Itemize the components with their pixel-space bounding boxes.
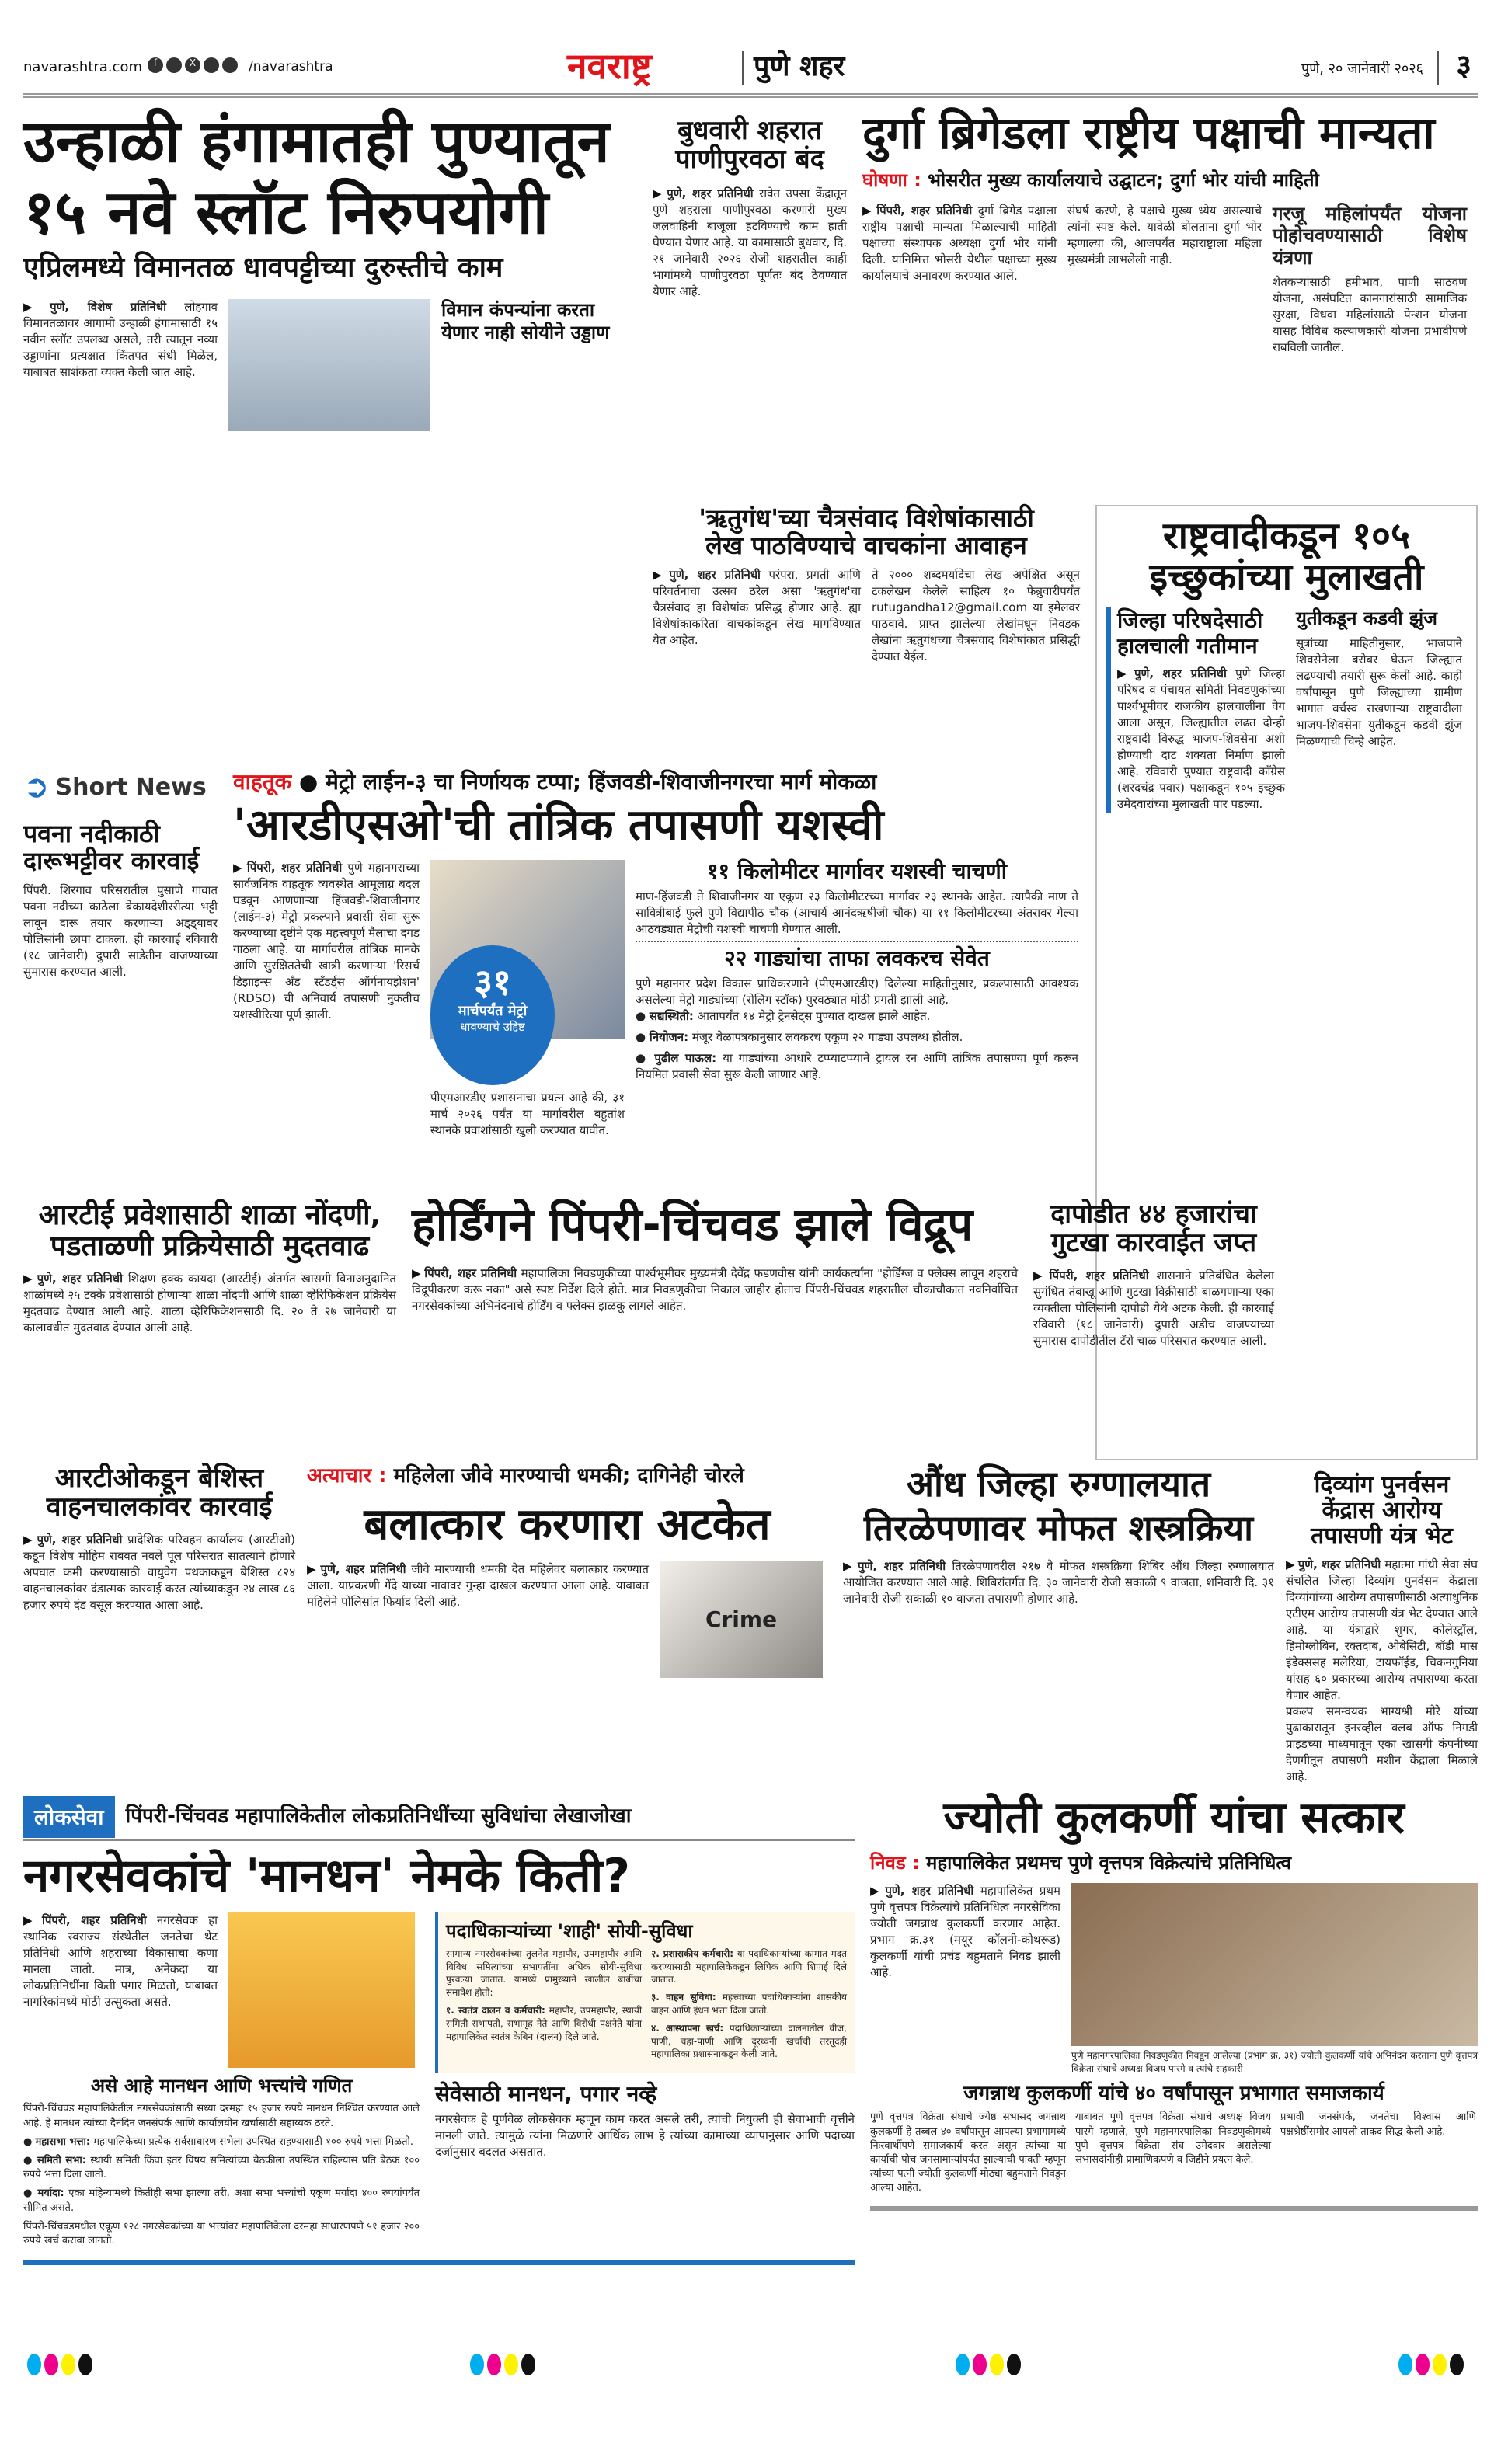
loksewa-total-note: पिंपरी-चिंचवडमधील एकूण १२८ नगरसेवकांच्या या भत्त्यांवर महापालिकेला दरमहा साधारणपणे ५१ हजार २०० रुपये खर्च करावा लागतो. (23, 2220, 420, 2246)
loksewa-headline: नगरसेवकांचे 'मानधन' नेमके किती? (23, 1849, 631, 1903)
loksewa-sub-2: सेवेसाठी मानधन, पगार नव्हे (435, 2081, 657, 2107)
rutugandh-headline-1: 'ऋतुगंध'च्या चैत्रसंवाद विशेषांकासाठी (698, 503, 1034, 533)
perks-box-head: पदाधिकाऱ्यांच्या 'शाही' सोयी-सुविधा (446, 1920, 693, 1942)
jyoti-subhead: महापालिकेत प्रथमच पुणे वृत्तपत्र विक्रेत्यांचे प्रतिनिधित्व (926, 1851, 1292, 1874)
perk-item: १. स्वतंत्र दालन व कर्मचारी: महापौर, उपमहापौर, स्थायी समिती सभापती, सभागृह नेते आणि विरोधी पक्षनेते यांना महापालिकेत स्वतंत्र केबिन (दालन) दिले जाते. (446, 2004, 642, 2042)
perks-box (435, 1912, 855, 2073)
ncp-sub-right: युतीकडून कडवी झुंज (1296, 607, 1437, 629)
durga-body-2: संघर्ष करणे, हे पक्षाचे मुख्य ध्येय असल्याचे त्यांनी स्पष्ट केले. यावेळी बोलताना दुर्गा भोर म्हणाल्या की, आजपर्यंत महाराष्ट्राला महिला मुख्यमंत्री लाभलेली नाही. (1067, 203, 1262, 266)
header-rule (23, 93, 1478, 98)
short-news-label: Short News (55, 773, 207, 801)
youtube-icon[interactable] (204, 57, 219, 73)
divyang-body: महात्मा गांधी सेवा संघ संचलित जिल्हा दिव्यांग पुनर्वसन केंद्राला दिव्यांगांच्या आरोग्य तपासणीसाठी अत्याधुनिक एटीएम आरोग्य तपासणी यंत्र भेट देण्यात आले आहे. या यंत्राद्वारे शुगर, कोलेस्ट्रॉल, हिमोग्लोबिन, रक्तदाब, ओबेसिटी, बॉडी मास इंडेक्ससह मलेरिया, टायफॉईड, चिकनगुनिया यांसह ६० प्रकारच्या आरोग्य तपासण्या करता येणार आहेत. (1286, 1557, 1478, 1702)
badge-text-1: मार्चपर्यंत मेट्रो (458, 1002, 528, 1019)
badge-text-2: धावण्याचे उद्दिष्ट (460, 1020, 525, 1035)
metro-headline: 'आरडीएसओ'ची तांत्रिक तपासणी यशस्वी (233, 799, 884, 851)
durga-story: दुर्गा ब्रिगेडला राष्ट्रीय पक्षाची मान्यता घोषणा : भोसरीत मुख्य कार्यालयाचे उद्घाटन; दुर्गा भोर यांची माहिती ▶ पिंपरी, शहर प्रतिनिधी दुर्गा ब्रिगेड पक्षाला राष्ट्रीय पक्षाची मान्यता मिळाल्याची माहिती पक्षाच्या संस्थापक अध्यक्षा दुर्गा भोर यांनी दिली. यानिमित्त भोसरी येथील पक्षाच्या मुख्य कार्यालयाचे अनावरण करण्यात आले. संघर्ष करणे, हे पक्षाचे मुख्य ध्येय असल्याचे त्यांनी स्पष्ट केले. यावेळी बोलताना दुर्गा भोर म्हणाल्या की, आजपर्यंत महाराष्ट्राला महिला मुख्यमंत्री लाभलेली नाही. गरजू महिलांपर्यंत योजना पोहोचवण्यासाठी विशेष यंत्रणा शेतकऱ्यांसाठी हमीभाव, पाणी साठवण योजना, असंघटित कामगारांसाठी सामाजिक सुरक्षा, विधवा महिलांसाठी पेन्शन योजना यासह विविध कल्याणकारी योजना प्रभावीपणे राबविली जातील. (862, 109, 1478, 360)
gutkha-story: दापोडीत ४४ हजारांचा गुटखा कारवाईत जप्त ▶ पिंपरी, शहर प्रतिनिधी शासनाने प्रतिबंधित केलेला सुगंधित तंबाखू आणि गुटखा विक्रीसाठी बाळगणाऱ्या एका व्यक्तीला पोलिसांनी दापोडी येथे अटक केली. ही कारवाई रविवारी (१८ जानेवारी) दुपारी अडीच वाजण्याच्या सुमारास दापोडीतील टॅरो चाळ परिसरात करण्यात आली. (1033, 1199, 1274, 1348)
arrow-icon: ➲ (23, 769, 50, 805)
loksewa-topline: पिंपरी-चिंचवड महापालिकेतील लोकप्रतिनिधींच्या सुविधांचा लेखाजोखा (125, 1804, 632, 1828)
gutkha-headline: दापोडीत ४४ हजारांचा गुटखा कारवाईत जप्त (1050, 1199, 1257, 1259)
cmyk-registration-mark (1398, 2354, 1464, 2375)
badge-number: ३१ (474, 961, 511, 1004)
jyoti-sub-body-3: प्रभावी जनसंपर्क, जनतेचा विश्वास आणि पक्षश्रेष्ठींसमोर आपली ताकद सिद्ध केली आहे. (1280, 2111, 1476, 2138)
assault-kicker: अत्याचार : (307, 1464, 387, 1488)
ncp-sub-left: जिल्हा परिषदेसाठी हालचाली गतीमान (1117, 607, 1263, 660)
rte-story: आरटीई प्रवेशासाठी शाळा नोंदणी, पडताळणी प्रक्रियेसाठी मुदतवाढ ▶ पुणे, शहर प्रतिनिधी शिक्षण हक्क कायदा (आरटीई) अंतर्गत खासगी विनाअनुदानित शाळांमध्ये २५ टक्के प्रवेशासाठी होणाऱ्या शाळा नोंदणी आणि शाळा व्हेरिफिकेशन प्रक्रियेस मुदतवाढ देण्यात आली आहे. शाळा व्हेरिफिकेशनसाठी दि. २० ते २७ जानेवारी या कालावधीत मुदतवाढ देण्यात आली आहे. (23, 1199, 396, 1335)
metro-kicker: वाहतूक (233, 769, 292, 795)
rte-headline: आरटीई प्रवेशासाठी शाळा नोंदणी, पडताळणी प्रक्रियेसाठी मुदतवाढ (38, 1199, 381, 1262)
aundh-body: तिरळेपणावरील २१७ वे मोफत शस्त्रक्रिया शिबिर औंध जिल्हा रुग्णालयात आयोजित करण्यात आले आहे. शिबिरांतर्गत दि. ३० जानेवारी रोजी सकाळी ९ वाजता, शनिवारी दि. ३१ जानेवारी रोजी सकाळी १० वाजता तपासणी होणार आहे. (843, 1559, 1274, 1606)
lead-headline-2: १५ नवे स्लॉट निरुपयोगी (23, 177, 549, 248)
gutkha-body: शासनाने प्रतिबंधित केलेला सुगंधित तंबाखू आणि गुटखा विक्रीसाठी बाळगणाऱ्या एका व्यक्तीला पोलिसांनी दापोडी येथे अटक केली. ही कारवाई रविवारी (१८ जानेवारी) दुपारी अडीच वाजण्याच्या सुमारास दापोडीतील टॅरो चाळ परिसरात करण्यात आली. (1033, 1268, 1274, 1348)
airplane-photo (228, 299, 430, 431)
loksewa-body: नगरसेवक हा स्थानिक स्वराज्य संस्थेतील जनतेचा थेट प्रतिनिधी आणि शहराच्या विकासाचा कणा मानला जातो. मात्र, अनेकदा या लोकप्रतिनिधींना किती पगार मिळतो, याबाबत नागरिकांमध्ये मोठी उत्सुकता असते. (23, 1913, 218, 2009)
aundh-headline-1: औंध जिल्हा रुग्णालयात (906, 1463, 1211, 1505)
ncp-dateline: पुणे, शहर प्रतिनिधी (1134, 666, 1227, 680)
hoarding-headline: होर्डिंगने पिंपरी-चिंचवड झाले विद्रूप (412, 1198, 973, 1251)
perk-item: ३. वाहन सुविधा: महत्त्वाच्या पदाधिकाऱ्यांना शासकीय वाहन आणि इंधन भत्ता दिला जातो. (651, 1992, 847, 2016)
lead-subhead: एप्रिलमध्ये विमानतळ धावपट्टीच्या दुरुस्तीचे काम (23, 252, 503, 284)
divyang-story: दिव्यांग पुनर्वसन केंद्रास आरोग्य तपासणी यंत्र भेट ▶ पुणे, शहर प्रतिनिधी महात्मा गांधी सेवा संघ संचलित जिल्हा दिव्यांग पुनर्वसन केंद्राला दिव्यांगांच्या आरोग्य तपासणीसाठी अत्याधुनिक एटीएम आरोग्य तपासणी यंत्र भेट देण्यात आले आहे. या यंत्राद्वारे शुगर, कोलेस्ट्रॉल, हिमोग्लोबिन, रक्तदाब, ओबेसिटी, बॉडी मास इंडेक्ससह मलेरिया, टायफॉईड, चिकनगुनिया यांसह ६० प्रकारच्या आरोग्य तपासण्या करता येणार आहेत. प्रकल्प समन्वयक भाग्यश्री मोरे यांच्या पुढाकारातून इनरव्हील क्लब ऑफ निगडी प्राइडच्या माध्यमातून एका खासगी कंपनीच्या देणगीतून तपासणी मशीन केंद्राला मिळाले आहे. (1286, 1471, 1478, 1784)
metro-topline: मेट्रो लाईन-३ चा निर्णायक टप्पा; हिंजवडी-शिवाजीनगरचा मार्ग मोकळा (326, 769, 877, 795)
durga-dateline: पिंपरी, शहर प्रतिनिधी (876, 203, 973, 218)
jyoti-kicker: निवड : (870, 1851, 920, 1874)
perk-item: २. प्रशासकीय कर्मचारी: या पदाधिकाऱ्यांच्या कामात मदत करण्यासाठी महापालिकेकडून लिपिक आणि शिपाई दिले जातात. (651, 1947, 847, 1985)
ncp-body-right: सूत्रांच्या माहितीनुसार, भाजपाने शिवसेनेला बरोबर घेऊन जिल्ह्यात लढण्याची तयारी सुरू केली आहे. काही वर्षांपासून पुणे जिल्ह्याच्या ग्रामीण भागात वर्चस्व राखणाऱ्या राष्ट्रवादीला भाजप-शिवसेना युतीकडून कडवी झुंज मिळण्याची चिन्हे आहेत. (1296, 636, 1462, 749)
short-news-body: पिंपरी. शिरगाव परिसरातील पुसाणे गावात पवना नदीच्या काठेला बेकायदेशीररीत्या भट्टी लावून दारू तयार करणाऱ्या अड्ड्यावर पोलिसांनी छापा टाकला. ही कारवाई रविवारी (१८ जानेवारी) दुपारी साडेतीन वाजण्याच्या सुमारास करण्यात आली. (23, 883, 218, 980)
metro-bullet: ● पुढील पाऊल: या गाड्यांच्या आधारे टप्प्याटप्प्याने ट्रायल रन आणि तांत्रिक तपासण्या पूर्ण करून नियमित प्रवासी सेवा सुरू केली जाणार आहे. (636, 1050, 1079, 1081)
durga-subhead: भोसरीत मुख्य कार्यालयाचे उद्घाटन; दुर्गा भोर यांची माहिती (928, 169, 1319, 191)
instagram-icon[interactable] (166, 57, 182, 73)
social-icons (148, 57, 238, 73)
water-body: रावेत उपसा केंद्रातून पुणे शहराला पाणीपुरवठा करणारी मुख्य जलवाहिनी बाजूला हटविण्याचे काम हाती घेण्यात येणार आहे. या कामासाठी बुधवार, दि. २१ जानेवारी २०२६ रोजी शहरातील काही भागांमध्ये पाणीपुरवठा पूर्णतः बंद ठेवण्यात येणार आहे. (653, 186, 847, 298)
masthead (23, 47, 1478, 93)
cmyk-registration-mark (27, 2354, 92, 2375)
page-divider (1437, 51, 1439, 85)
metro-sub-2-body: पुणे महानगर प्रदेश विकास प्राधिकरणाने (पीएमआरडीए) दिलेल्या माहितीनुसार, प्रकल्पासाठी आवश्यक असलेल्या मेट्रो गाड्यांच्या (रोलिंग स्टॉक) पुरवठ्यात मोठी प्रगती झाली आहे. (636, 976, 1078, 1007)
loksewa-dateline: पिंपरी, शहर प्रतिनिधी (42, 1913, 147, 1927)
jyoti-headline: ज्योती कुलकर्णी यांचा सत्कार (943, 1793, 1405, 1843)
allowance-item: ● मर्यादा: एका महिन्यामध्ये कितीही सभा झाल्या तरी, अशा सभा भत्त्यांची एकूण मर्यादा ४०० रुपयांपर्यंत सीमित असते. (23, 2187, 420, 2214)
water-story: बुधवारी शहरात पाणीपुरवठा बंद ▶ पुणे, शहर प्रतिनिधी रावेत उपसा केंद्रातून पुणे शहराला पाणीपुरवठा करणारी मुख्य जलवाहिनी बाजूला हटविण्याचे काम हाती घेण्यात येणार आहे. या कामासाठी बुधवार, दि. २१ जानेवारी २०२६ रोजी शहरातील काही भागांमध्ये पाणीपुरवठा पूर्णतः बंद ठेवण्यात येणार आहे. (653, 115, 847, 298)
rto-headline: आरटीओकडून बेशिस्त वाहनचालकांवर कारवाई (46, 1463, 273, 1523)
site-url[interactable]: navarashtra.com (23, 59, 142, 75)
facebook-icon[interactable]: f (148, 57, 163, 73)
durga-headline: दुर्गा ब्रिगेडला राष्ट्रीय पक्षाची मान्यता (862, 106, 1435, 159)
assault-headline: बलात्कार करणारा अटकेत (364, 1499, 771, 1550)
rto-dateline: पुणे, शहर प्रतिनिधी (37, 1532, 123, 1547)
water-dateline: पुणे, शहर प्रतिनिधी (667, 186, 754, 200)
short-news (23, 769, 218, 980)
jyoti-dateline: पुणे, शहर प्रतिनिधी (885, 1884, 974, 1898)
water-headline: बुधवारी शहरात पाणीपुरवठा बंद (675, 115, 824, 176)
allowance-item: ● महासभा भत्ता: महापालिकेच्या प्रत्येक सर्वसाधारण सभेला उपस्थित राहण्यासाठी १०० रुपये भत्ता मिळतो. (23, 2135, 413, 2148)
rutugandh-dateline: पुणे, शहर प्रतिनिधी (669, 568, 761, 583)
aundh-dateline: पुणे, शहर प्रतिनिधी (858, 1559, 946, 1574)
loksewa-sub: असे आहे मानधन आणि भत्त्यांचे गणित (90, 2075, 353, 2097)
rto-body: प्रादेशिक परिवहन कार्यालय (आरटीओ) कडून विशेष मोहिम राबवत नवले पूल परिसरात सातत्याने होणारे अपघात कमी करण्यासाठी वायुवेग पथकाकडून बेशिस्त ८२४ वाहनचालकांवर दंडात्मक कारवाई करत त्यांच्याकडून २४ लाख ८६ हजार रुपये दंड वसूल करण्यात आला आहे. (23, 1532, 295, 1612)
hoarding-dateline: पिंपरी, शहर प्रतिनिधी (424, 1265, 517, 1280)
lead-story: उन्हाळी हंगामातही पुण्यातून १५ नवे स्लॉट निरुपयोगी एप्रिलमध्ये विमानतळ धावपट्टीच्या दुरुस्तीचे काम ▶ पुणे, विशेष प्रतिनिधी लोहगाव विमानतळावर आगामी उन्हाळी हंगामासाठी १५ नवीन स्लॉट उपलब्ध असले, तरी त्यातून नव्या उड्डाणांना प्रत्यक्षात किंतपत संधी मिळेल, याबाबत साशंकता व्यक्त केली जात आहे. विमान कंपन्यांना करता येणार नाही सोयीने उड्डाण (23, 109, 637, 431)
page-number: ३ (1456, 48, 1471, 82)
metro-deadline-badge (430, 945, 555, 1085)
social-handle: /navarashtra (249, 59, 333, 75)
short-news-headline: पवना नदीकाठी दारूभट्टीवर कारवाई (23, 819, 200, 876)
photo-caption: पुणे महानगरपालिका निवडणुकीत निवडून आलेल्या (प्रभाग क्र. ३१) ज्योती कुलकर्णी यांचे अभिनंदन करताना पुणे वृत्तपत्र विक्रेता संघाचे अध्यक्ष विजय पारगे व त्यांचे सहकारी (1071, 2050, 1478, 2074)
felicitation-photo (1071, 1883, 1478, 2046)
speaker-illustration (228, 1912, 415, 2068)
jyoti-story: ज्योती कुलकर्णी यांचा सत्कार निवड : महापालिकेत प्रथमच पुणे वृत्तपत्र विक्रेत्यांचे प्रतिनिधित्व ▶ पुणे, शहर प्रतिनिधी महापालिकेत प्रथम पुणे वृत्तपत्र विक्रेत्यांचे प्रतिनिधित्व नगरसेविका ज्योती जगन्नाथ कुलकर्णी करणार आहेत. प्रभाग क्र.३१ (मयूर कॉलनी-कोथरूड) कुलकर्णी यांची प्रचंड बहुमताने निवड झाली आहे. पुणे महानगरपालिका निवडणुकीत निवडून आलेल्या (प्रभाग क्र. ३१) ज्योती कुलकर्णी यांचे अभिनंदन करताना पुणे वृत्तपत्र विक्रेता संघाचे अध्यक्ष विजय पारगे व त्यांचे सहकारी जगन्नाथ कुलकर्णी यांचे ४० वर्षांपासून प्रभागात समाजकार्य पुणे वृत्तपत्र विक्रेता संघाचे ज्येष्ठ सभासद जगन्नाथ कुलकर्णी हे तब्बल ४० वर्षांपासून आपल्या प्रभागामध्ये निःस्वार्थीपणे समाजकार्य करत असून त्यांच्या या कार्याची पोच जनसामान्यांपर्यंत झाल्याची पावती म्हणून त्यांच्या पत्नी ज्योती कुलकर्णी मोठ्या बहुमताने निवडून आल्या आहेत. याबाबत पुणे वृत्तपत्र विक्रेता संघाचे अध्यक्ष विजय पारगे म्हणाले, पुणे महानगरपालिका निवडणुकीमध्ये पुणे वृत्तपत्र विक्रेता संघ उमेदवार असलेल्या सभासदांनीही प्रामाणिकपणे व जिद्दीने प्रयत्न केले. प्रभावी जनसंपर्क, जनतेचा विश्वास आणि पक्षश्रेष्ठींसमोर आपली ताकद सिद्ध केली आहे. (870, 1794, 1478, 2211)
dateline: पुणे, २० जानेवारी २०२६ (1301, 61, 1423, 77)
cmyk-registration-mark (956, 2354, 1021, 2375)
durga-kicker: घोषणा : (862, 169, 921, 191)
jyoti-body: महापालिकेत प्रथम पुणे वृत्तपत्र विक्रेत्यांचे प्रतिनिधित्व नगरसेविका ज्योती जगन्नाथ कुलकर्णी करणार आहेत. प्रभाग क्र.३१ (मयूर कॉलनी-कोथरूड) कुलकर्णी यांची प्रचंड बहुमताने निवड झाली आहे. (870, 1884, 1060, 1980)
durga-box-body: शेतकऱ्यांसाठी हमीभाव, पाणी साठवण योजना, असंघटित कामगारांसाठी सामाजिक सुरक्षा, विधवा महिलांसाठी पेन्शन योजना यासह विविध कल्याणकारी योजना प्रभावीपणे राबविली जातील. (1273, 274, 1467, 354)
metro-body: पुणे महानगराच्या सार्वजनिक वाहतूक व्यवस्थेत आमूलाग्र बदल घडवून आणणाऱ्या हिंजवडी-शिवाजीनगर (लाईन-३) मेट्रो प्रकल्पाने प्रवासी सेवा सुरू करण्याच्या दृष्टीने एक महत्त्वपूर्ण मैलाचा दगड गाठला आहे. या मार्गावरील तांत्रिक मानके आणि सुरक्षिततेची खात्री करणाऱ्या 'रिसर्च डिझाइन्स अँड स्टँडर्ड्स ऑर्गनायझेशन' (RDSO) ची अनिवार्य तपासणी नुकतीच यशस्वीरित्या पूर्ण झाली. (233, 861, 420, 1022)
metro-sub-1-body: माण-हिंजवडी ते शिवाजीनगर या एकूण २३ किलोमीटरच्या मार्गावर २३ स्थानके आहेत. त्यापैकी माण ते सावित्रीबाई फुले पुणे विद्यापीठ चौक (आचार्य आनंदऋषीजी चौक) या ११ किलोमीटरच्या अंतरावर गेल्या आठवड्यात मेट्रोची यशस्वी चाचणी घेण्यात आली. (636, 889, 1078, 936)
perks-intro: सामान्य नगरसेवकांच्या तुलनेत महापौर, उपमहापौर आणि विविध समित्यांच्या सभापतींना अधिक सोयी-सुविधा पुरवल्या जातात. यामध्ये प्रामुख्याने खालील बाबींचा समावेश होतो: (446, 1947, 642, 1999)
metro-dateline: पिंपरी, शहर प्रतिनिधी (246, 861, 343, 875)
rutugandh-headline-2: लेख पाठविण्याचे वाचकांना आवाहन (705, 531, 1027, 561)
allowance-item: ● समिती सभा: स्थायी समिती किंवा इतर विषय समित्यांच्या बैठकीला उपस्थित राहिल्यास प्रति बैठक १०० रुपये भत्ता दिला जातो. (23, 2154, 420, 2181)
metro-bullet: ● नियोजन: मंजूर वेळापत्रकानुसार लवकरच एकूण २२ गाड्या उपलब्ध होतील. (636, 1029, 963, 1044)
linkedin-icon[interactable] (222, 57, 238, 73)
lead-headline-1: उन्हाळी हंगामातही पुण्यातून (23, 106, 610, 176)
metro-sub-1: ११ किलोमीटर मार्गावर यशस्वी चाचणी (707, 858, 1007, 885)
aundh-story: औंध जिल्हा रुग्णालयात तिरळेपणावर मोफत शस्त्रक्रिया ▶ पुणे, शहर प्रतिनिधी तिरळेपणावरील २१७ वे मोफत शस्त्रक्रिया शिबिर औंध जिल्हा रुग्णालयात आयोजित करण्यात आले आहे. शिबिरांतर्गत दि. ३० जानेवारी रोजी सकाळी ९ वाजता, शनिवारी दि. ३१ जानेवारी रोजी सकाळी १० वाजता तपासणी होणार आहे. (843, 1463, 1274, 1606)
newspaper-logo: नवराष्ट्र (567, 45, 652, 87)
rutugandh-story: 'ऋतुगंध'च्या चैत्रसंवाद विशेषांकासाठी लेख पाठविण्याचे वाचकांना आवाहन ▶ पुणे, शहर प्रतिनिधी परंपरा, प्रगती आणि परिवर्तनाचा उत्सव ठरेल असा 'ऋतुगंध'चा चैत्रसंवाद हा विशेषांक प्रसिद्ध होणार आहे. ह्या विशेषांकाकरिता वाचकांकडून लेख मागविण्यात येत आहेत. ते २००० शब्दमर्यादेचा लेख अपेक्षित असून टंकलेखन केलेले साहित्य १० फेब्रुवारीपर्यंत rutugandha12@gmail.com या इमेलवर पाठवावे. प्राप्त झालेल्या लेखांमधून निवडक लेखांना ऋतुगंधच्या चैत्रसंवाद विशेषांकात प्रसिद्धी देण्यात येईल. (653, 503, 1080, 664)
lead-side-head: विमान कंपन्यांना करता येणार नाही सोयीने उड्डाण (441, 298, 610, 343)
loksewa-label: लोकसेवा (23, 1796, 115, 1838)
hoarding-story: होर्डिंगने पिंपरी-चिंचवड झाले विद्रूप ▶ पिंपरी, शहर प्रतिनिधी महापालिका निवडणुकीच्या पार्श्वभूमीवर मुख्यमंत्री देवेंद्र फडणवीस यांनी कार्यकर्त्यांना "होर्डिंग्ज व फ्लेक्स लावून शहराचे विद्रूपीकरण करू नका" असे स्पष्ट निर्देश दिले होते. मात्र निवडणुकीचा निकाल जाहीर होताच पिंपरी-चिंचवड शहरातील चौकाचौकात नवनिर्वाचित नगरसेवकांच्या अभिनंदनाचे होर्डिंग व फ्लेक्स झळकू लागले आहेत. (412, 1198, 1018, 1313)
rutugandh-body-2: ते २००० शब्दमर्यादेचा लेख अपेक्षित असून टंकलेखन केलेले साहित्य १० फेब्रुवारीपर्यंत rutugandha12@gmail.com या इमेलवर पाठवावे. प्राप्त झालेल्या लेखांमधून निवडक लेखांना ऋतुगंधच्या चैत्रसंवाद विशेषांकात प्रसिद्धी देण्यात येईल. (872, 568, 1080, 664)
loksewa-story: लोकसेवा पिंपरी-चिंचवड महापालिकेतील लोकप्रतिनिधींच्या सुविधांचा लेखाजोखा नगरसेवकांचे 'मानधन' नेमके किती? ▶ पिंपरी, शहर प्रतिनिधी नगरसेवक हा स्थानिक स्वराज्य संस्थेतील जनतेचा थेट प्रतिनिधी आणि शहराच्या विकासाचा कणा मानला जातो. मात्र, अनेकदा या लोकप्रतिनिधींना किती पगार मिळतो, याबाबत नागरिकांमध्ये मोठी उत्सुकता असते. असे आहे मानधन आणि भत्त्यांचे गणित पिंपरी-चिंचवड महापालिकेतील नगरसेवकांसाठी सध्या दरमहा १५ हजार रुपये मानधन निश्चित करण्यात आले आहे. हे मानधन त्यांच्या दैनंदिन जनसंपर्क आणि कार्यालयीन खर्चासाठी सहाय्यक ठरते. ● महासभा भत्ता: महापालिकेच्या प्रत्येक सर्वसाधारण सभेला उपस्थित राहण्यासाठी १०० रुपये भत्ता मिळतो. ● समिती सभा: स्थायी समिती किंवा इतर विषय समित्यांच्या बैठकीला उपस्थित राहिल्यास प्रति बैठक १०० रुपये भत्ता दिला जातो. ● मर्यादा: एका महिन्यामध्ये कितीही सभा झाल्या तरी, अशा सभा भत्त्यांची एकूण मर्यादा ४०० रुपयांपर्यंत सीमित असते. पिंपरी-चिंचवडमधील एकूण १२८ नगरसेवकांच्या या भत्त्यांवर महापालिकेला दरमहा साधारणपणे ५१ हजार २०० रुपये खर्च करावा लागतो. पदाधिकाऱ्यांच्या 'शाही' सोयी-सुविधा सामान्य नगरसेवकांच्या तुलनेत महापौर, उपमहापौर आणि विविध समित्यांच्या सभापतींना अधिक सोयी-सुविधा पुरवल्या जातात. यामध्ये प्रामुख्याने खालील बाबींचा समावेश होतो: १. स्वतंत्र दालन व कर्मचारी: महापौर, उपमहापौर, स्थायी समिती सभापती, सभागृह नेते आणि विरोधी पक्षनेते यांना महापालिकेत स्वतंत्र केबिन (दालन) दिले जाते. २. प्रशासकीय कर्मचारी: या पदाधिकाऱ्यांच्या कामात मदत करण्यासाठी महापालिकेकडून लिपिक आणि शिपाई दिले जातात. ३. वाहन सुविधा: महत्त्वाच्या पदाधिकाऱ्यांना शासकीय वाहन आणि इंधन भत्ता दिला जातो. ४. आस्थापना खर्च: पदाधिकाऱ्यांच्या दालनातील वीज, पाणी, चहा-पाणी आणि दूरध्वनी खर्चाची तरतूदही महापालिका प्रशासनाकडून केली जाते. सेवेसाठी मानधन, पगार नव्हे नगरसेवक हे पूर्णवेळ लोकसेवक म्हणून काम करत असले तरी, त्यांची नियुक्ती ही सेवाभावी वृत्तीने मानली जाते. त्यामुळे त्यांना मिळणारे आर्थिक लाभ हे त्यांच्या कामाच्या व्यापानुसार आणि पदाच्या दर्जानुसार बदलत असतात. (23, 1794, 855, 2265)
ncp-story: राष्ट्रवादीकडून १०५ इच्छुकांच्या मुलाखती जिल्हा परिषदेसाठी हालचाली गतीमान ▶ पुणे, शहर प्रतिनिधी पुणे जिल्हा परिषद व पंचायत समिती निवडणुकांच्या पार्श्वभूमीवर राजकीय हालचालींना वेग आला असून, जिल्ह्यातील लढत दोन्ही राष्ट्रवादी विरुद्ध भाजप-शिवसेना अशी होण्याची दाट शक्यता निर्माण झाली आहे. रविवारी पुण्यात राष्ट्रवादी काँग्रेस (शरदचंद्र पवार) पक्षाकडून १०५ इच्छुक उमेदवारांच्या मुलाखती पार पडल्या. युतीकडून कडवी झुंज सूत्रांच्या माहितीनुसार, भाजपाने शिवसेनेला बरोबर घेऊन जिल्ह्यात लढण्याची तयारी सुरू केली आहे. काही वर्षांपासून पुणे जिल्ह्याच्या ग्रामीण भागात वर्चस्व राखणाऱ्या राष्ट्रवादीला भाजप-शिवसेना युतीकडून कडवी झुंज मिळण्याची चिन्हे आहेत. (1095, 505, 1478, 1460)
hoarding-body: महापालिका निवडणुकीच्या पार्श्वभूमीवर मुख्यमंत्री देवेंद्र फडणवीस यांनी कार्यकर्त्यांना "होर्डिंग्ज व फ्लेक्स लावून शहराचे विद्रूपीकरण करू नका" असे स्पष्ट निर्देश दिले होते. मात्र निवडणुकीचा निकाल जाहीर होताच पिंपरी-चिंचवड शहरातील चौकाचौकात नवनिर्वाचित नगरसेवकांच्या अभिनंदनाचे होर्डिंग व फ्लेक्स झळकू लागले आहेत. (412, 1265, 1018, 1313)
rte-body: शिक्षण हक्क कायदा (आरटीई) अंतर्गत खासगी विनाअनुदानित शाळांमध्ये २५ टक्के प्रवेशासाठी होणाऱ्या शाळा नोंदणी आणि शाळा व्हेरिफिकेशन प्रक्रियेस मुदतवाढ देण्यात आली आहे. शाळा व्हेरिफिकेशनसाठी दि. २० ते २७ जानेवारी या कालावधीत मुदतवाढ देण्यात आली आहे. (23, 1272, 396, 1335)
rutugandh-body: परंपरा, प्रगती आणि परिवर्तनाचा उत्सव ठरेल असा 'ऋतुगंध'चा चैत्रसंवाद हा विशेषांक प्रसिद्ध होणार आहे. ह्या विशेषांकाकरिता वाचकांकडून लेख मागविण्यात येत आहेत. (653, 568, 861, 648)
loksewa-sub-2-body: नगरसेवक हे पूर्णवेळ लोकसेवक म्हणून काम करत असले तरी, त्यांची नियुक्ती ही सेवाभावी वृत्तीने मानली जाते. त्यामुळे त्यांना मिळणारे आर्थिक लाभ हे त्यांच्या कामाच्या व्यापानुसार आणि पदाच्या दर्जानुसार बदलत असतात. (435, 2111, 855, 2159)
divyang-headline: दिव्यांग पुनर्वसन केंद्रास आरोग्य तपासणी यंत्र भेट (1311, 1471, 1453, 1550)
assault-topline: महिलेला जीवे मारण्याची धमकी; दागिनेही चोरले (393, 1464, 744, 1488)
metro-sub-2: २२ गाड्यांचा ताफा लवकरच सेवेत (636, 941, 1078, 971)
metro-bullet: ● सद्यस्थिती: आतापर्यंत १४ मेट्रो ट्रेनसेट्स पुण्यात दाखल झाले आहेत. (636, 1008, 931, 1023)
ncp-body: पुणे जिल्हा परिषद व पंचायत समिती निवडणुकांच्या पार्श्वभूमीवर राजकीय हालचालींना वेग आला असून, जिल्ह्यातील लढत दोन्ही राष्ट्रवादी विरुद्ध भाजप-शिवसेना अशी होण्याची दाट शक्यता निर्माण झाली आहे. रविवारी पुण्यात राष्ट्रवादी काँग्रेस (शरदचंद्र पवार) पक्षाकडून १०५ इच्छुक उमेदवारांच्या मुलाखती पार पडल्या. (1117, 666, 1285, 811)
jyoti-bottom-rule (870, 2206, 1478, 2211)
gutkha-dateline: पिंपरी, शहर प्रतिनिधी (1049, 1268, 1149, 1282)
ncp-headline-1: राष्ट्रवादीकडून १०५ (1163, 514, 1410, 558)
jyoti-sub-body: पुणे वृत्तपत्र विक्रेता संघाचे ज्येष्ठ सभासद जगन्नाथ कुलकर्णी हे तब्बल ४० वर्षांपासून आपल्या प्रभागामध्ये निःस्वार्थीपणे समाजकार्य करत असून त्यांच्या या कार्याची पोच जनसामान्यांपर्यंत झाल्याची पावती म्हणून त्यांच्या पत्नी ज्योती कुलकर्णी मोठ्या बहुमताने निवडून आल्या आहेत. (870, 2111, 1066, 2194)
assault-story: अत्याचार : महिलेला जीवे मारण्याची धमकी; दागिनेही चोरले बलात्कार करणारा अटकेत ▶ पुणे, शहर प्रतिनिधी जीवे मारण्याची धमकी देत महिलेवर बलात्कार करण्यात आला. याप्रकरणी गेंदे याच्या नावावर गुन्हा दाखल करण्यात आला आहे. याबाबत महिलेने पोलिसांत फिर्याद दिली आहे. Crime (307, 1464, 827, 1678)
perk-item: ४. आस्थापना खर्च: पदाधिकाऱ्यांच्या दालनातील वीज, पाणी, चहा-पाणी आणि दूरध्वनी खर्चाची तरतूदही महापालिका प्रशासनाकडून केली जाते. (651, 2022, 847, 2060)
crime-photo: Crime (660, 1561, 823, 1678)
loksewa-bottom-rule (23, 2260, 855, 2265)
section-name: पुणे शहर (754, 50, 845, 82)
lead-dateline: पुणे, विशेष प्रतिनिधी (50, 299, 166, 314)
cmyk-registration-mark (470, 2354, 535, 2375)
ncp-headline-2: इच्छुकांच्या मुलाखती (1149, 555, 1424, 599)
durga-body: दुर्गा ब्रिगेड पक्षाला राष्ट्रीय पक्षाची मान्यता मिळाल्याची माहिती पक्षाच्या संस्थापक अध्यक्षा दुर्गा भोर यांनी दिली. यानिमित्त भोसरी येथील पक्षाच्या मुख्य कार्यालयाचे अनावरण करण्यात आले. (862, 203, 1057, 283)
divyang-dateline: पुणे, शहर प्रतिनिधी (1297, 1557, 1381, 1571)
logo-divider (742, 51, 744, 85)
assault-dateline: पुणे, शहर प्रतिनिधी (320, 1561, 406, 1576)
durga-box-head: गरजू महिलांपर्यंत योजना पोहोचवण्यासाठी विशेष यंत्रणा (1273, 202, 1467, 270)
metro-story: वाहतूक ● मेट्रो लाईन-३ चा निर्णायक टप्पा; हिंजवडी-शिवाजीनगरचा मार्ग मोकळा 'आरडीएसओ'ची तांत्रिक तपासणी यशस्वी ▶ पिंपरी, शहर प्रतिनिधी पुणे महानगराच्या सार्वजनिक वाहतूक व्यवस्थेत आमूलाग्र बदल घडवून आणणाऱ्या हिंजवडी-शिवाजीनगर (लाईन-३) मेट्रो प्रकल्पाने प्रवासी सेवा सुरू करण्याच्या दृष्टीने एक महत्त्वपूर्ण मैलाचा दगड गाठला आहे. या मार्गावरील तांत्रिक मानके आणि सुरक्षिततेची खात्री करणाऱ्या 'रिसर्च डिझाइन्स अँड स्टँडर्ड्स ऑर्गनायझेशन' (RDSO) ची अनिवार्य तपासणी नुकतीच यशस्वीरित्या पूर्ण झाली. ३१ मार्चपर्यंत मेट्रो धावण्याचे उद्दिष्ट पीएमआरडीए प्रशासनाचा प्रयत्न आहे की, ३१ मार्च २०२६ पर्यंत या मार्गावरील बहुतांश स्थानके प्रवाशांसाठी खुली करण्यात यावीत. ११ किलोमीटर मार्गावर यशस्वी चाचणी माण-हिंजवडी ते शिवाजीनगर या एकूण २३ किलोमीटरच्या मार्गावर २३ स्थानके आहेत. त्यापैकी माण ते सावित्रीबाई फुले पुणे विद्यापीठ चौक (आचार्य आनंदऋषीजी चौक) या ११ किलोमीटरच्या अंतरावर गेल्या आठवड्यात मेट्रोची यशस्वी चाचणी घेण्यात आली. २२ गाड्यांचा ताफा लवकरच सेवेत पुणे महानगर प्रदेश विकास प्राधिकरणाने (पीएमआरडीए) दिलेल्या माहितीनुसार, प्रकल्पासाठी आवश्यक असलेल्या मेट्रो गाड्यांच्या (रोलिंग स्टॉक) पुरवठ्यात मोठी प्रगती झाली आहे. ● सद्यस्थिती: आतापर्यंत १४ मेट्रो ट्रेनसेट्स पुण्यात दाखल झाले आहेत. ● नियोजन: मंजूर वेळापत्रकानुसार लवकरच एकूण २२ गाड्या उपलब्ध होतील. ● पुढील पाऊल: या गाड्यांच्या आधारे टप्प्याटप्प्याने ट्रायल रन आणि तांत्रिक तपासण्या पूर्ण करून नियमित प्रवासी सेवा सुरू केली जाणार आहे. (233, 769, 1079, 1138)
metro-body-2: पीएमआरडीए प्रशासनाचा प्रयत्न आहे की, ३१ मार्च २०२६ पर्यंत या मार्गावरील बहुतांश स्थानके प्रवाशांसाठी खुली करण्यात यावीत. (430, 1091, 625, 1138)
rte-dateline: पुणे, शहर प्रतिनिधी (37, 1272, 123, 1286)
loksewa-sub-body: पिंपरी-चिंचवड महापालिकेतील नगरसेवकांसाठी सध्या दरमहा १५ हजार रुपये मानधन निश्चित करण्यात आले आहे. हे मानधन त्यांच्या दैनंदिन जनसंपर्क आणि कार्यालयीन खर्चासाठी सहाय्यक ठरते. (23, 2103, 420, 2129)
jyoti-sub: जगन्नाथ कुलकर्णी यांचे ४० वर्षांपासून प्रभागात समाजकार्य (963, 2081, 1384, 2105)
x-icon[interactable]: X (185, 57, 200, 73)
aundh-headline-2: तिरळेपणावर मोफत शस्त्रक्रिया (863, 1506, 1254, 1549)
lead-body: लोहगाव विमानतळावर आगामी उन्हाळी हंगामासाठी १५ नवीन स्लॉट उपलब्ध असले, तरी त्यातून नव्या उड्डाणांना प्रत्यक्षात किंतपत संधी मिळेल, याबाबत साशंकता व्यक्त केली जात आहे. (23, 299, 218, 379)
rto-story: आरटीओकडून बेशिस्त वाहनचालकांवर कारवाई ▶ पुणे, शहर प्रतिनिधी प्रादेशिक परिवहन कार्यालय (आरटीओ) कडून विशेष मोहिम राबवत नवले पूल परिसरात सातत्याने होणारे अपघात कमी करण्यासाठी वायुवेग पथकाकडून बेशिस्त ८२४ वाहनचालकांवर दंडात्मक कारवाई करत त्यांच्याकडून २४ लाख ८६ हजार रुपये दंड वसूल करण्यात आला आहे. (23, 1463, 295, 1612)
jyoti-sub-body-2: याबाबत पुणे वृत्तपत्र विक्रेता संघाचे अध्यक्ष विजय पारगे म्हणाले, पुणे महानगरपालिका निवडणुकीमध्ये पुणे वृत्तपत्र विक्रेता संघ उमेदवार असलेल्या सभासदांनीही प्रामाणिकपणे व जिद्दीने प्रयत्न केले. (1075, 2111, 1271, 2166)
assault-body: जीवे मारण्याची धमकी देत महिलेवर बलात्कार करण्यात आला. याप्रकरणी गेंदे याच्या नावावर गुन्हा दाखल करण्यात आला आहे. याबाबत महिलेने पोलिसांत फिर्याद दिली आहे. (307, 1561, 649, 1609)
divyang-body-2: प्रकल्प समन्वयक भाग्यश्री मोरे यांच्या पुढाकारातून इनरव्हील क्लब ऑफ निगडी प्राइडच्या माध्यमातून एका खासगी कंपनीच्या देणगीतून तपासणी मशीन केंद्राला मिळाले आहे. (1286, 1704, 1478, 1784)
